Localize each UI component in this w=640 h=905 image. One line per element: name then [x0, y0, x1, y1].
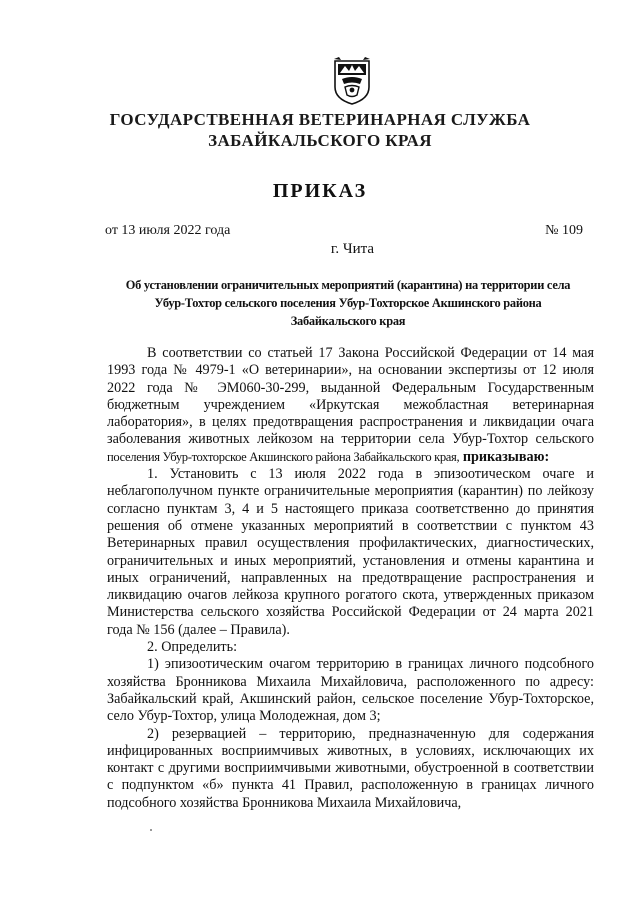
preamble-keyword: приказываю:	[462, 448, 550, 465]
item-2-1: 1) эпизоотическим очагом территорию в границах личного подсобного хозяйства Бронникова Михаила Михайловича, расположенного по адресу: Забайкальский край, Акшинский район, сельское поселение Убур-Тохторское, село Убур-Тохтор, улица Молодежная, дом 3;	[107, 656, 594, 725]
scan-speck	[150, 829, 152, 831]
preamble-paragraph	[107, 345, 594, 466]
order-body	[107, 345, 594, 812]
document-title: ПРИКАЗ	[272, 180, 368, 202]
subject-line-1: Об установлении ограничительных мероприятий (карантина) на территории села	[125, 278, 571, 292]
order-city: г. Чита	[330, 241, 375, 257]
item-2: 2. Определить:	[147, 639, 238, 656]
order-date: от 13 июля 2022 года	[105, 223, 231, 238]
agency-name-line-2: ЗАБАЙКАЛЬСКОГО КРАЯ	[208, 131, 432, 150]
preamble-text: В соответствии со статьей 17 Закона Российской Федерации от 14 мая 1993 года № 4979-1 «О ветеринарии», на основании экспертизы от 12 июля 2022 года № ЭМ060-30-299, выданной Федеральным Государственным бюджетным учреждением «Иркутская межобластная ветеринарная лаборатория», в целях предотвращения распространения и ликвидации очага заболевания животных лейкозом на территории села Убур-Тохтор сельского	[107, 345, 594, 448]
coat-of-arms-emblem	[333, 57, 371, 105]
order-number: № 109	[545, 223, 583, 238]
agency-name-line-1: ГОСУДАРСТВЕННАЯ ВЕТЕРИНАРНАЯ СЛУЖБА	[109, 110, 531, 129]
subject-line-2: Убур-Тохтор сельского поселения Убур-Тохторское Акшинского района	[154, 296, 542, 310]
item-1: 1. Установить с 13 июля 2022 года в эпизоотическом очаге и неблагополучном пункте ограничительные мероприятия (карантин) по лейкозу согласно пунктам 3, 4 и 5 настоящего приказа соответственно до принятия решения об отмене указанных мероприятий в соответствии с пунктом 43 Ветеринарных правил осуществления профилактических, диагностических, ограничительных и иных мероприятий, установления и отмены карантина и иных ограничений, направленных на предотвращение распространения и ликвидацию очагов лейкоза крупного рогатого скота, утвержденных приказом Министерства сельского хозяйства Российской Федерации от 24 марта 2021 года № 156 (далее – Правила).	[107, 466, 594, 638]
subject-line-3: Забайкальского края	[290, 314, 406, 328]
item-2-2: 2) резервацией – территорию, предназначенную для содержания инфицированных восприимчивых животных, в условиях, исключающих их контакт с другими восприимчивыми животными, обустроенной в соответствии с подпунктом «б» пункта 41 Правил, расположенную в границах личного подсобного хозяйства Бронникова Михаила Михайловича,	[107, 725, 594, 811]
order-subject	[105, 276, 591, 330]
preamble-tail: поселения Убур-тохторское Акшинского района Забайкальского края,	[107, 449, 460, 464]
